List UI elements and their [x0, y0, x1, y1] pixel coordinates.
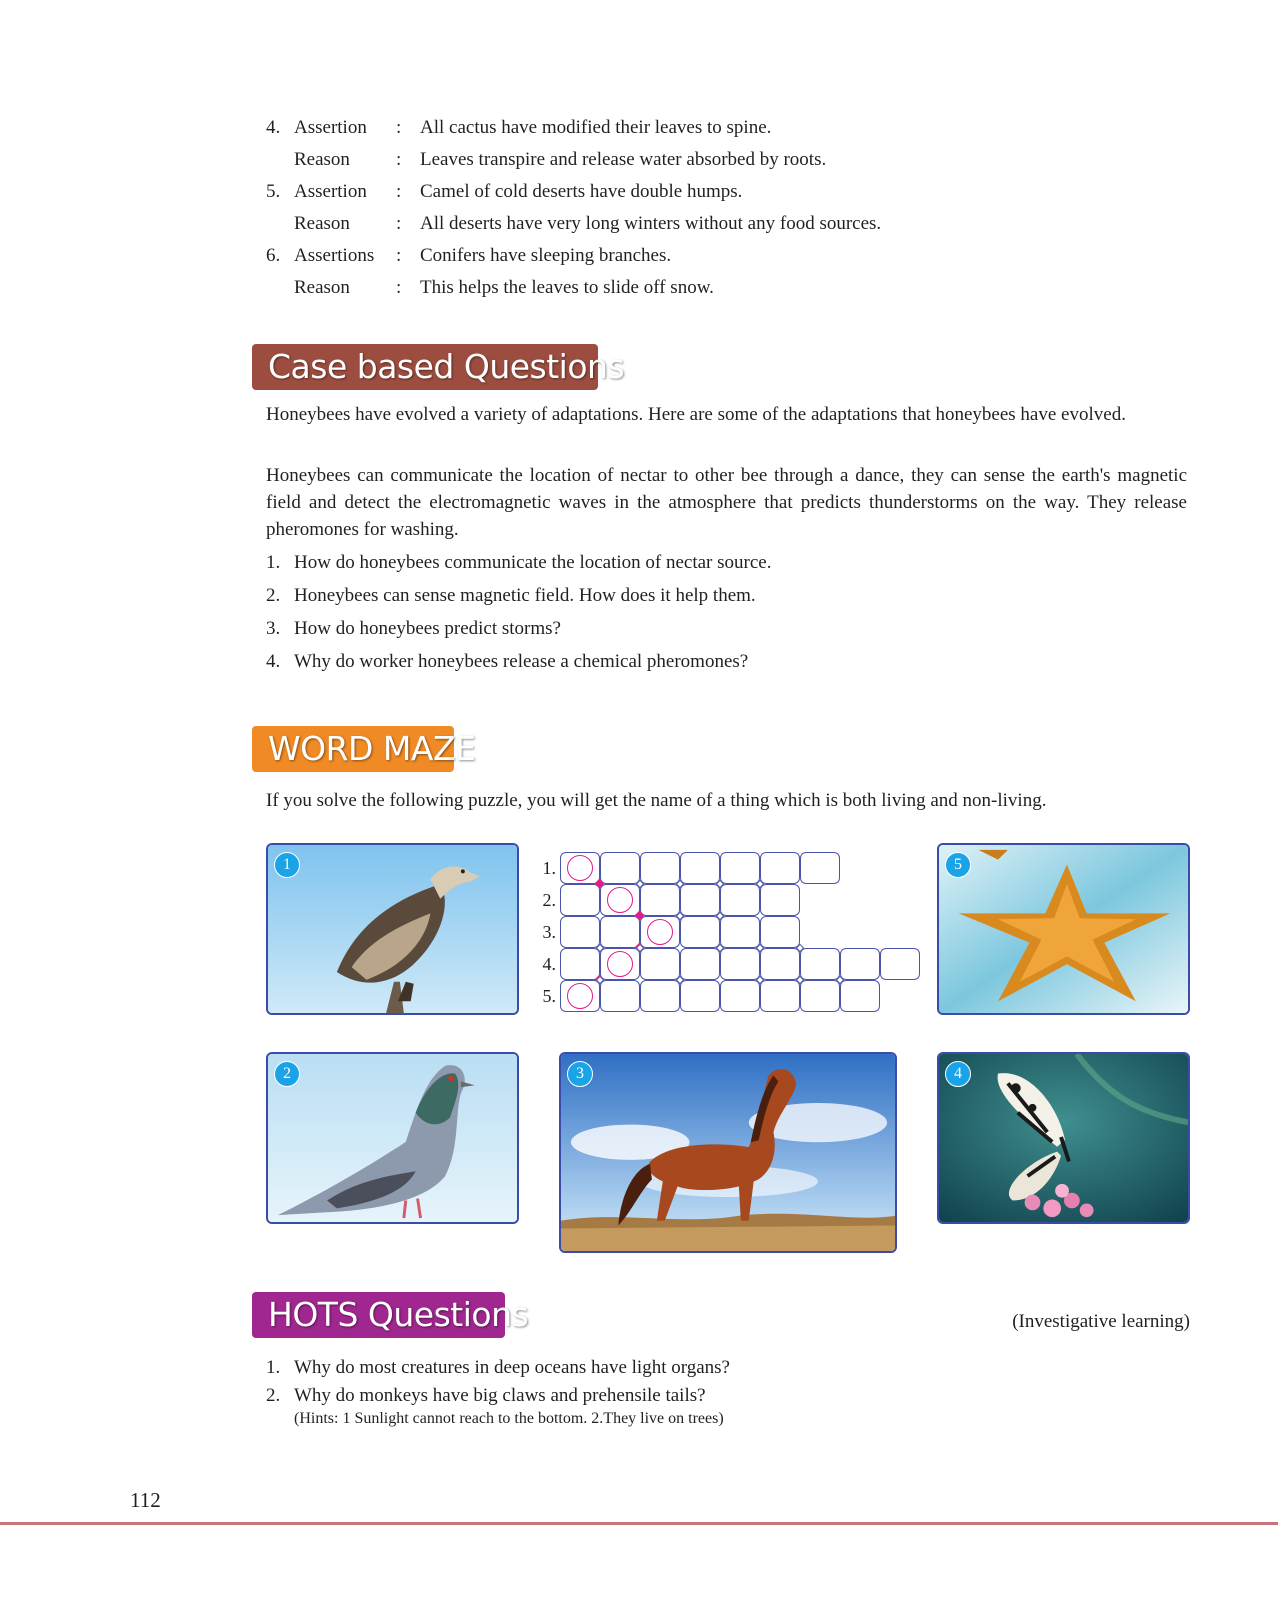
maze-row-label: 3. [542, 922, 556, 942]
maze-cell[interactable] [840, 948, 880, 980]
maze-cell[interactable] [720, 948, 760, 980]
assertion-number: 4. [266, 117, 281, 138]
reason-label: Reason [294, 277, 350, 298]
vulture-photo [266, 843, 519, 1015]
case-question [266, 547, 1186, 579]
question-text: How do honeybees predict storms? [294, 618, 561, 639]
investigative-learning-tag: (Investigative learning) [1012, 1311, 1190, 1332]
maze-cell[interactable] [720, 980, 760, 1012]
assertion-number: 6. [266, 245, 281, 266]
maze-cell[interactable] [680, 916, 720, 948]
maze-cell[interactable] [680, 884, 720, 916]
word-maze-title: WORD MAZE [268, 729, 476, 768]
starfish-illustration [939, 845, 1188, 1013]
page-number: 112 [130, 1488, 161, 1512]
hots-hint: (Hints: 1 Sunlight cannot reach to the bottom. 2.They live on trees) [294, 1410, 724, 1427]
case-paragraph-2: Honeybees can communicate the location of nectar to other bee through a dance, they can sense the earth's magnetic field and detect the electromagnetic waves in the atmosphere that predicts thunderstorms on the way. They release pheromones for washing. [266, 465, 1187, 540]
assertion-text: Camel of cold deserts have double humps. [420, 181, 743, 202]
assertion-row [266, 176, 1166, 208]
maze-cell[interactable] [600, 916, 640, 948]
butterfly-illustration [939, 1054, 1188, 1222]
maze-cell[interactable] [680, 948, 720, 980]
case-based-heading [252, 344, 625, 390]
assertion-label: Assertion [294, 181, 367, 202]
question-text: How do honeybees communicate the location of nectar source. [294, 552, 772, 573]
maze-cell[interactable] [600, 980, 640, 1012]
maze-cell[interactable] [600, 852, 640, 884]
maze-cell[interactable] [640, 852, 680, 884]
highlighted-letter-circle [607, 887, 633, 913]
butterfly-photo [937, 1052, 1190, 1224]
assertion-label: Assertions [294, 245, 375, 266]
maze-cell[interactable] [560, 884, 600, 916]
assertion-number: 5. [266, 181, 281, 202]
highlighted-letter-circle [567, 855, 593, 881]
reason-text: This helps the leaves to slide off snow. [420, 277, 714, 298]
vulture-illustration [268, 845, 517, 1013]
question-number: 1. [266, 1357, 281, 1378]
horse-illustration [561, 1054, 895, 1251]
assertion-colon: : [396, 245, 402, 266]
reason-row [266, 272, 1166, 304]
maze-cell[interactable] [760, 916, 800, 948]
reason-label: Reason [294, 149, 350, 170]
hots-heading [252, 1292, 529, 1338]
question-text: Why do most creatures in deep oceans have light organs? [294, 1357, 730, 1378]
case-question [266, 646, 1186, 678]
photo-badge: 2 [274, 1061, 300, 1087]
highlighted-letter-circle [567, 983, 593, 1009]
assertion-colon: : [396, 149, 402, 170]
reason-label: Reason [294, 213, 350, 234]
reason-row [266, 208, 1166, 240]
assertion-label: Assertion [294, 117, 367, 138]
maze-cell[interactable] [680, 980, 720, 1012]
photo-badge: 4 [945, 1061, 971, 1087]
assertion-text: All cactus have modified their leaves to spine. [420, 117, 772, 138]
case-paragraph-1: Honeybees have evolved a variety of adaptations. Here are some of the adaptations that honeybees have evolved. [266, 404, 1126, 425]
photo-badge: 5 [945, 852, 971, 878]
maze-cell[interactable] [680, 852, 720, 884]
hots-title: HOTS Questions [268, 1295, 529, 1334]
maze-cell[interactable] [800, 852, 840, 884]
question-number: 4. [266, 651, 281, 672]
assertion-text: Conifers have sleeping branches. [420, 245, 672, 266]
question-text: Why do worker honeybees release a chemical pheromones? [294, 651, 749, 672]
case-question [266, 580, 1186, 612]
maze-row-label: 2. [542, 890, 556, 910]
maze-cell[interactable] [640, 884, 680, 916]
pigeon-photo [266, 1052, 519, 1224]
maze-cell[interactable] [880, 948, 920, 980]
maze-cell[interactable] [640, 948, 680, 980]
maze-cell[interactable] [640, 980, 680, 1012]
assertion-colon: : [396, 117, 402, 138]
question-number: 1. [266, 552, 281, 573]
question-number: 2. [266, 585, 281, 606]
maze-cell[interactable] [720, 884, 760, 916]
maze-cell[interactable] [560, 916, 600, 948]
photo-badge: 3 [567, 1061, 593, 1087]
maze-cell[interactable] [720, 852, 760, 884]
starfish-photo [937, 843, 1190, 1015]
question-number: 2. [266, 1385, 281, 1406]
maze-row-label: 1. [542, 858, 556, 878]
case-based-title: Case based Questions [268, 347, 625, 386]
assertion-colon: : [396, 277, 402, 298]
pigeon-illustration [268, 1054, 517, 1222]
highlighted-letter-circle [607, 951, 633, 977]
maze-cell[interactable] [760, 852, 800, 884]
word-maze-instruction: If you solve the following puzzle, you will get the name of a thing which is both living and non-living. [266, 790, 1047, 811]
maze-cell[interactable] [760, 948, 800, 980]
question-number: 3. [266, 618, 281, 639]
assertion-colon: : [396, 213, 402, 234]
maze-cell[interactable] [560, 948, 600, 980]
highlighted-letter-circle [647, 919, 673, 945]
maze-row-label: 4. [542, 954, 556, 974]
assertion-colon: : [396, 181, 402, 202]
maze-row-label: 5. [542, 986, 556, 1006]
case-question [266, 613, 1186, 645]
assertion-row [266, 240, 1166, 272]
question-text: Why do monkeys have big claws and prehensile tails? [294, 1385, 706, 1406]
word-maze-heading [252, 726, 476, 772]
maze-cell[interactable] [720, 916, 760, 948]
footer-rule [0, 1522, 1278, 1525]
assertion-row [266, 112, 1166, 144]
reason-text: Leaves transpire and release water absorbed by roots. [420, 149, 827, 170]
reason-row [266, 144, 1166, 176]
maze-cell[interactable] [800, 980, 840, 1012]
maze-cell[interactable] [760, 884, 800, 916]
horse-photo [559, 1052, 897, 1253]
reason-text: All deserts have very long winters without any food sources. [420, 213, 882, 234]
maze-cell[interactable] [800, 948, 840, 980]
maze-cell[interactable] [840, 980, 880, 1012]
photo-badge: 1 [274, 852, 300, 878]
question-text: Honeybees can sense magnetic field. How does it help them. [294, 585, 756, 606]
maze-cell[interactable] [760, 980, 800, 1012]
